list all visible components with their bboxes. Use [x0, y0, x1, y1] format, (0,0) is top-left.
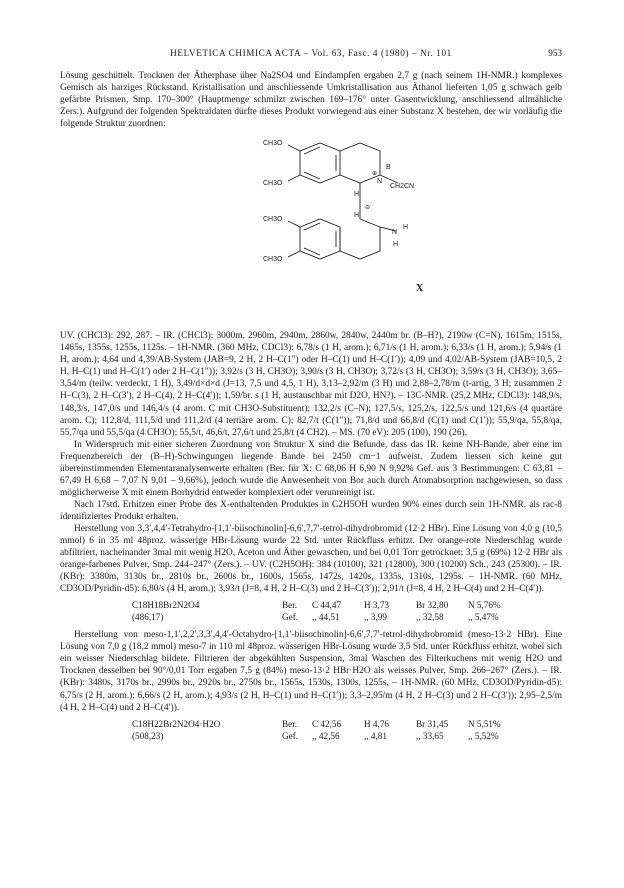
- paragraph: UV. (CHCl3): 292, 287. – IR. (CHCl3): 3000m, 2960m, 2940m, 2860w, 2840w, 2440m br. (B–H?), 2190w (C=N), 1615m, 1515s, 1465s, 1355s, 1255s, 1125s. – 1H-NMR. (360 MHz, CDCl3): 6,78/s (1 H, arom.); 6,71/s (1 H, arom.); 6,33/s (1 H, arom.); 5,94/s (1 H, arom.); 4,64 und 4,39/AB-System (JAB=9, 2 H, 2 H–C(1″) oder H–C(1) und H–C(1′)); 4,09 und 4,02/AB-System (JAB=10,5, 2 H, H–C(1) und H–C(1′) oder 2 H–C(1″)); 3,92/s (3 H, CH3O); 3,90/s (3 H, CH3O); 3,72/s (3 H, CH3O); 3,59/s (3 H, CH3O); 3,65–3,54/m (teilw. verdeckt, 1 H), 3,49/d×d×d (J=13, 7,5 und 4,5, 1 H), 3,13–2,92/m (3 H) und 2,88–2,78/m (t-artig, 3 H; zusammen 2 H–C(3), 2 H–C(3′), 2 H–C(4), 2 H–C(4′)); 1,59/br. s (1 H, austauschbar mit D2O, HN?). – 13C-NMR. (25,2 MHz, CDCl3): 148,9/s, 148,3/s, 147,0/s und 146,4/s (4 arom. C mit CH3O-Substituent); 132,2/s (C–N); 127,5/s, 125,2/s, 122,5/s und 121,6/s (4 quartäre arom. C); 112,8/d, 111,5/d und 111,2/d (4 tertiäre arom. C); 82,7/t (C(1″)); 71,8/d und 66,8/d (C(1) und C(1′)); 55,9/qa, 55,8/qa, 55,7/qa und 55,5/qa (4 CH3O); 55,5/t, 46,6/t, 27,6/t und 25,8/t (4 CH2). – MS. (70 eV): 205 (100), 190 (26).: [60, 331, 562, 438]
- paragraph: Lösung geschüttelt. Trocknen der Ätherphase über Na2SO4 und Eindampfen ergaben 2,7 g (nach seinem 1H-NMR.) komplexes Gemisch als harziges Rückstand. Kristallisation und anschliessende Umkristallisation aus Äthanol lieferten 1,05 g schwach gelb gefärbte Prismen, Smp. 170–300° (Hauptmenge schmilzt zwischen 169–176° unter Gasentwicklung, anschliessend allmähliche Zers.). Aufgrund der folgenden Spektraldaten dürfte dieses Produkt vorwiegend aus einer Substanz X bestehen, der wir vorläufig die folgende Struktur zuordnen:: [60, 71, 562, 130]
- page-number: 953: [548, 48, 562, 58]
- found-value: ,, 32,58: [416, 612, 444, 623]
- calc-value: C 42,56: [312, 718, 342, 729]
- atom-label-h: H: [403, 224, 409, 232]
- analysis-row: [60, 718, 562, 730]
- compound-label: X: [416, 283, 424, 295]
- analysis-row: [60, 611, 562, 623]
- methoxy-label: CH3O: [263, 140, 283, 148]
- chemical-structure: [60, 131, 562, 327]
- found-label: Gef.: [282, 730, 299, 741]
- analysis-row: [60, 599, 562, 611]
- calc-value: H 3,73: [364, 600, 390, 611]
- molecular-weight: (508,23): [132, 730, 164, 741]
- atom-label-b: B: [386, 164, 391, 172]
- methoxy-label: CH3O: [263, 256, 283, 264]
- atom-label-h: H: [354, 191, 360, 199]
- molecular-formula: C18H18Br2N2O4: [132, 600, 200, 611]
- molecular-weight: (486,17): [132, 612, 164, 623]
- found-value: ,, 5,52%: [468, 730, 499, 741]
- calc-label: Ber.: [282, 600, 298, 611]
- elemental-analysis: [60, 718, 562, 742]
- found-value: ,, 42,56: [312, 730, 340, 741]
- molecular-formula: C18H22Br2N2O4·H2O: [132, 718, 221, 729]
- analysis-row: [60, 730, 562, 742]
- main-text: [60, 70, 562, 748]
- atom-label-n: N: [377, 178, 383, 186]
- calc-label: Ber.: [282, 718, 298, 729]
- found-value: ,, 44,51: [312, 612, 340, 623]
- elemental-analysis: [60, 599, 562, 623]
- paragraph: Herstellung von 3,3′,4,4′-Tetrahydro-[1,1′-biisochinolin]-6,6′,7,7′-tetrol-dihydrobromid (12·2 HBr). Eine Lösung von 4,0 g (10,5 mmol) 6 in 35 ml 48proz. wässerige HBr-Lösung wurde 22 Std. unter Rückfluss erhitzt. Der orange-rote Niederschlag wurde abfiltriert, nacheinander 3mal mit wenig H2O, Aceton und Äther gewaschen, und bei 0,01 Torr getrocknet: 3,5 g (69%) 12·2 HBr als orange-farbenes Pulver, Smp. 244–247° (Zers.). – UV. (C2H5OH): 384 (10100), 321 (12800), 300 (10200) Sch., 243 (25300). – IR. (KBr): 3380m, 3130s br., 2810s br., 2600s br., 1600s, 1565s, 1472s, 1420s, 1335s, 1310s, 1295s. – 1H-NMR. (60 MHz, CD3OD/Pyridin-d5): 6,80/s (4 H, arom.); 3,93/t (J=8, 4 H, 2 H–C(3) und 2 H–C(3′)); 2,91/t (J=8, 4 H, 2 H–C(4) und 2 H–C(4′)).: [60, 523, 562, 595]
- found-value: ,, 4,81: [364, 730, 387, 741]
- atom-label-h: H: [393, 241, 399, 249]
- calc-value: Br 32,80: [416, 600, 449, 611]
- calc-value: C 44,47: [312, 600, 342, 611]
- charge-minus: ⊖: [365, 205, 371, 212]
- found-value: ,, 5,47%: [468, 612, 499, 623]
- found-value: ,, 3,99: [364, 612, 387, 623]
- structure-labels: [240, 131, 440, 327]
- calc-value: H 4,76: [364, 718, 390, 729]
- calc-value: N 5,51%: [468, 718, 501, 729]
- found-value: ,, 33,65: [416, 730, 444, 741]
- paragraph: Nach 17std. Erhitzen einer Probe des X-enthaltenden Produktes in C2H5OH wurden 90% eines durch sein 1H-NMR. als rac-8 identifiziertes Produkt erhalten.: [60, 499, 562, 522]
- atom-label-h: H: [354, 212, 360, 220]
- calc-value: Br 31,45: [416, 718, 449, 729]
- paragraph: Herstellung von meso-1,1′,2,2′,3,3′,4,4′-Octahydro-[1,1′-biisochinolin]-6,6′,7,7′-tetrol-dihydrobromid (meso-13·2 HBr). Eine Lösung von 7,0 g (18,2 mmol) meso-7 in 110 ml 48proz. wässerigen HBr-Lösung wurde 3,5 Std. unter Rückfluss erhitzt, wobei sich ein weisser Niederschlag bildete. Filtrieren der abgekühlten Suspension, 3mal Waschen des Filterkuchens mit wenig H2O und Trocknen desselben bei 90°/0,01 Torr ergaben 7,5 g (84%) meso-13·2 HBr·H2O als weisses Pulver, Smp. 266–267° (Zers.). – IR. (KBr): 3480s, 3170s br., 2990s br., 2920s br., 2750s br., 1565s, 1530s, 1300s, 1255s, – 1H-NMR. (60 MHz, CD3OD/Pyridin-d5): 6,75/s (2 H, arom.); 6,66/s (2 H, arom.); 4,93/s (2 H, H–C(1) und H–C(1′)); 3,3–2,95/m (4 H, 2 H–C(3) und 2 H–C(3′)); 2,95–2,5/m (4 H, 2 H–C(4) und 2 H–C(4′)).: [60, 630, 562, 713]
- charge-plus: ⊕: [372, 171, 378, 178]
- found-label: Gef.: [282, 612, 299, 623]
- atom-label-n: N: [392, 229, 398, 237]
- methoxy-label: CH3O: [263, 216, 283, 224]
- paragraph: In Widerspruch mit einer sicheren Zuordnung von Struktur X sind die Befunde, dass das IR. keine NH-Bande, aber eine im Frequenzbereich der (B–H)-Schwingungen liegende Bande bei 2450 cm−1 aufweist. Zudem liessen sich keine gut übereinstimmenden Elementaranalysenwerte erhalten (Ber. für X: C 68,06 H 6,90 N 9,92% Gef. aus 3 Bestimmungen: C 63,81 – 67,49 H 6,68 – 7,07 N 9,01 – 9,66%), jedoch wurde die Anwesenheit von Bor auch durch Atomabsorption nachgewiesen, so dass möglicherweise X mit einem Borhydrid entweder komplexiert oder verunreinigt ist.: [60, 439, 562, 498]
- journal-title: HELVETICA CHIMICA ACTA – Vol. 63, Fasc. 4 (1980) – Nr. 101: [170, 48, 452, 58]
- cyanomethyl-label: CH2CN: [390, 183, 415, 191]
- running-header: [60, 48, 562, 62]
- methoxy-label: CH3O: [263, 180, 283, 188]
- calc-value: N 5,76%: [468, 600, 501, 611]
